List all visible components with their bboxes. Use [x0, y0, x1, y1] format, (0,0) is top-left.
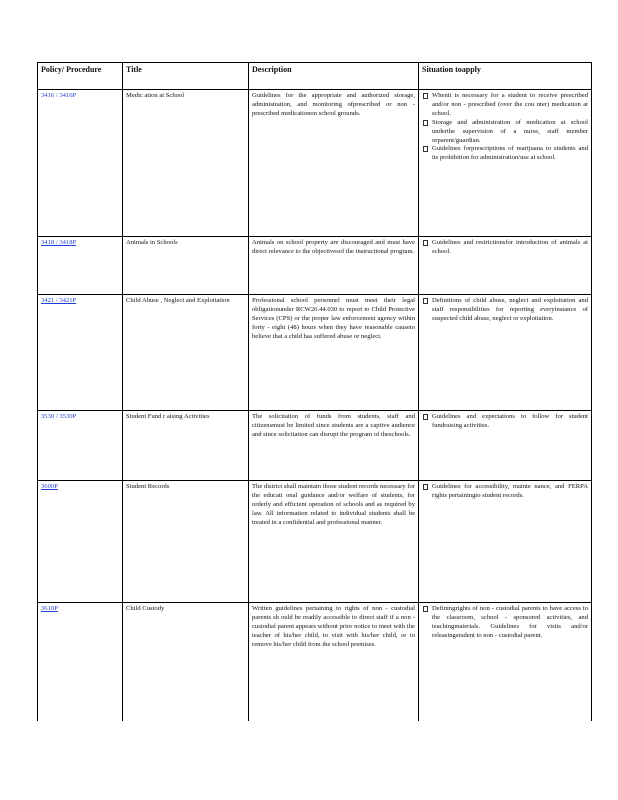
policy-link[interactable]: 3421 / 3421P — [41, 297, 77, 304]
list-item: Definitions of child abuse, neglect and exploitation and staff responsibilities for reporting everyinstance of suspected child abuse, neglect or exploitation. — [423, 297, 588, 324]
table-row — [38, 90, 592, 237]
situation-cell — [419, 237, 592, 295]
policy-cell — [38, 481, 123, 603]
checkbox-bullet-icon — [423, 606, 428, 612]
title-cell: Student Records — [123, 481, 249, 603]
table-row — [38, 603, 592, 721]
policy-link[interactable]: 3418 / 3418P — [41, 239, 77, 246]
checkbox-bullet-icon — [423, 146, 428, 152]
description-cell: Written guidelines pertaining to rights of non - custodial parents sh ould be readily accessible to direct staff if a non - custodial parent appears without prior notice to meet with the teacher of his/her child, to visit with his/her child, or to remove his/her child from the school premises. — [249, 603, 419, 721]
header-policy: Policy/ Procedure — [38, 63, 123, 90]
policy-cell — [38, 295, 123, 411]
checkbox-bullet-icon — [423, 240, 428, 246]
policy-cell — [38, 603, 123, 721]
policy-link[interactable]: 3416 / 3416P — [41, 92, 77, 99]
situation-cell — [419, 603, 592, 721]
policy-cell — [38, 411, 123, 481]
description-cell: The solicitation of funds from students, staff and citizensmust be limited since students are a captive audience and since solicitation can disrupt the program of theschools. — [249, 411, 419, 481]
table-row — [38, 295, 592, 411]
checkbox-bullet-icon — [423, 414, 428, 420]
checkbox-bullet-icon — [423, 484, 428, 490]
policy-link[interactable]: 3610P — [41, 605, 58, 612]
situation-cell — [419, 411, 592, 481]
description-cell: Professional school personnel must meet their legal obligationunder RCW26.44.030 to report to Child Protective Services (CPS) or the proper law enforcement agency within forty - eight (48) hours when they have reasonable causeto believe that a child has suffered abuse or neglect. — [249, 295, 419, 411]
policy-link[interactable]: 3600P — [41, 483, 58, 490]
checkbox-bullet-icon — [423, 93, 428, 99]
table-header-row — [38, 63, 592, 90]
policy-cell — [38, 90, 123, 237]
description-cell: Animals on school property are discouraged and must have direct relevance to the objectivesof the instructional program. — [249, 237, 419, 295]
title-cell: Student Fund r aising Activities — [123, 411, 249, 481]
description-cell: The district shall maintain those student records necessary for the educati onal guidance and/or welfare of students, for orderly and efficient operation of schools and as required by law. All information related to individual students shall be treated in a confidential and professional manner. — [249, 481, 419, 603]
table-row — [38, 237, 592, 295]
policy-link[interactable]: 3530 / 3530P — [41, 413, 77, 420]
situation-cell — [419, 481, 592, 603]
list-item: Guidelines forprescriptions of marijuana to students and its prohibition for administration/use at school. — [423, 145, 588, 163]
policy-table — [37, 62, 592, 721]
title-cell: Child Custody — [123, 603, 249, 721]
list-item: Whenit is necessary for a student to receive prescribed and/or non - prescribed (over the cou nter) medication at school. — [423, 92, 588, 119]
checkbox-bullet-icon — [423, 298, 428, 304]
list-item: Storage and administration of medication at school underthe supervision of a nurse, staff member orparent/guardian. — [423, 119, 588, 146]
list-item: Definingrights of non - custodial parents to have access to the classroom, school - sponsored activities, and teachingmaterials. Guidelines for visits and/or releasingstudent to non - custodial parent. — [423, 605, 588, 641]
list-item: Guidelines for accessibility, mainte nance, and FERPA rights pertainingto student records. — [423, 483, 588, 501]
table-row — [38, 481, 592, 603]
table-row — [38, 411, 592, 481]
policy-document — [37, 62, 591, 721]
header-description: Description — [249, 63, 419, 90]
header-situation: Situation toapply — [419, 63, 592, 90]
title-cell: Medic ation at School — [123, 90, 249, 237]
policy-cell — [38, 237, 123, 295]
list-item: Guidelines and restrictionsfor introduction of animals at school. — [423, 239, 588, 257]
checkbox-bullet-icon — [423, 120, 428, 126]
situation-cell — [419, 90, 592, 237]
situation-cell — [419, 295, 592, 411]
list-item: Guidelines and expectations to follow for student fundraising activities. — [423, 413, 588, 431]
header-title: Title — [123, 63, 249, 90]
title-cell: Child Abuse , Neglect and Exploitation — [123, 295, 249, 411]
title-cell: Animals in Schools — [123, 237, 249, 295]
description-cell: Guidelines for the appropriate and authorized storage, administration, and monitoring ofprescribed or non - prescribed medicationon school grounds. — [249, 90, 419, 237]
